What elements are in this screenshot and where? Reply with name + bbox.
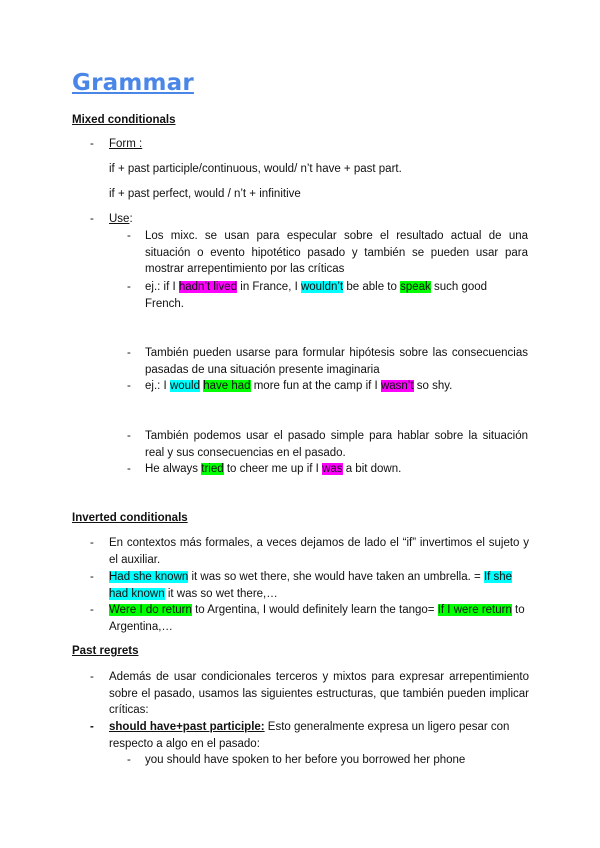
bullet-dash: - bbox=[90, 604, 94, 616]
bullet-dash: - bbox=[90, 138, 94, 150]
regrets-example-1: you should have spoken to her before you borrowed her phone bbox=[145, 754, 466, 766]
bullet-dash: - bbox=[127, 430, 131, 442]
bullet-dash: - bbox=[90, 571, 94, 583]
bullet-dash: - bbox=[127, 380, 131, 392]
past-regrets-heading: Past regrets bbox=[72, 645, 139, 657]
page-title: Grammar bbox=[72, 70, 194, 96]
bullet-dash: - bbox=[90, 671, 94, 683]
bullet-dash: - bbox=[90, 721, 94, 733]
form-line-2: if + past perfect, would / n’t + infinitive bbox=[109, 188, 301, 200]
bullet-dash: - bbox=[90, 213, 94, 225]
regrets-paragraph: Además de usar condicionales terceros y mixtos para expresar arrepentimiento sobre el pasado, usamos las siguientes estructuras, que también pueden implicar críticas: bbox=[109, 671, 529, 716]
inverted-example-1: Had she known it was so wet there, she would have taken an umbrella. = If she had known it was so wet there,… bbox=[109, 571, 513, 600]
example-1: ej.: if I hadn’t lived in France, I wouldn’t be able to speak such good French. bbox=[145, 281, 488, 310]
use-paragraph-3: También podemos usar el pasado simple para hablar sobre la situación real y sus consecuencias en el pasado. bbox=[145, 430, 528, 459]
use-paragraph-1: Los mixc. se usan para especular sobre el resultado actual de una situación o evento hipotético pasado y también se pueden usar para mostrar arrepentimiento por las críticas bbox=[145, 230, 528, 275]
use-paragraph-2: También pueden usarse para formular hipótesis sobre las consecuencias pasadas de una situación presente imaginaria bbox=[145, 347, 528, 376]
use-label: Use: bbox=[109, 213, 133, 225]
bullet-dash: - bbox=[127, 754, 131, 766]
bullet-dash: - bbox=[127, 347, 131, 359]
bullet-dash: - bbox=[127, 281, 131, 293]
bullet-dash: - bbox=[90, 537, 94, 549]
example-2: ej.: I would have had more fun at the camp if I wasn’t so shy. bbox=[145, 380, 453, 392]
inverted-conditionals-heading: Inverted conditionals bbox=[72, 512, 188, 524]
bullet-dash: - bbox=[127, 230, 131, 242]
example-3: He always tried to cheer me up if I was a bit down. bbox=[145, 463, 402, 475]
should-have-structure: should have+past participle: Esto generalmente expresa un ligero pesar con respecto a algo en el pasado: bbox=[109, 721, 510, 750]
inverted-paragraph: En contextos más formales, a veces dejamos de lado el “if” invertimos el sujeto y el auxiliar. bbox=[109, 537, 529, 566]
inverted-example-2: Were I do return to Argentina, I would definitely learn the tango= If I were return to Argentina,… bbox=[109, 604, 525, 633]
bullet-dash: - bbox=[127, 463, 131, 475]
form-label: Form : bbox=[109, 138, 143, 150]
mixed-conditionals-heading: Mixed conditionals bbox=[72, 114, 176, 126]
form-line-1: if + past participle/continuous, would/ n’t have + past part. bbox=[109, 163, 402, 175]
